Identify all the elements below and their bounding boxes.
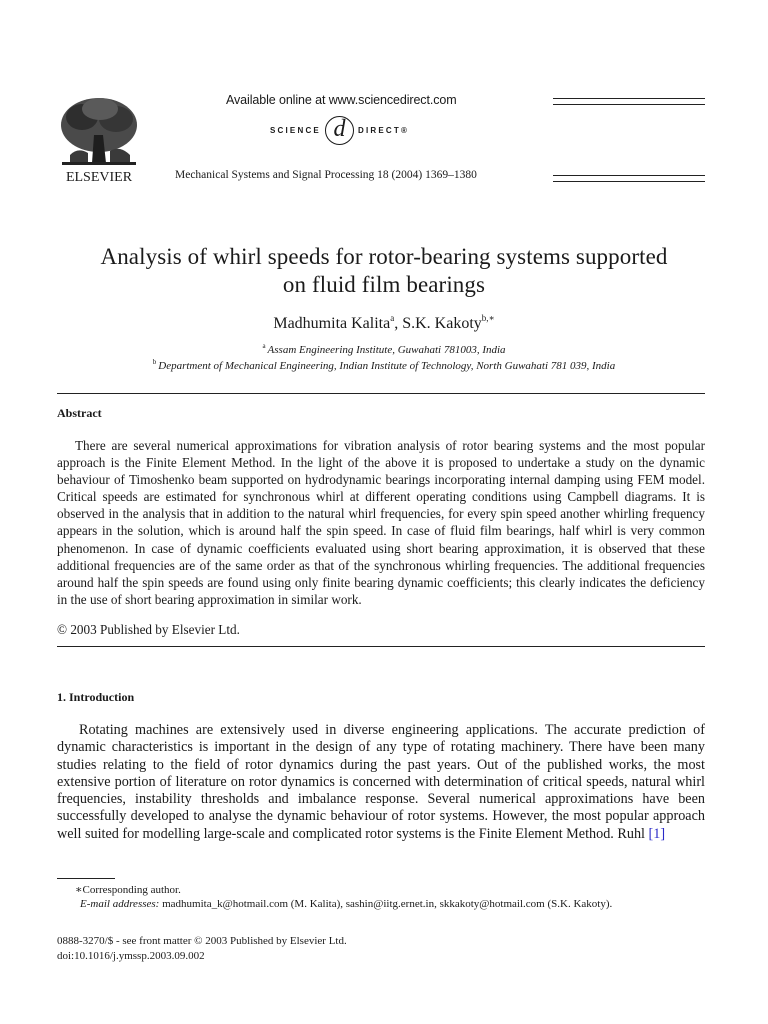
footnote-rule [57,878,115,879]
author-list [0,313,768,333]
author-separator: , [394,315,403,332]
affiliation-b [0,358,768,372]
affiliation-b-mark: b [152,358,157,366]
sciencedirect-logo [270,115,409,145]
author-1: Madhumita Kalita [273,315,391,332]
author-2: S.K. Kakoty [402,315,482,332]
abstract-top-rule [57,393,705,394]
doi: doi:10.1016/j.ymssp.2003.09.002 [57,950,205,962]
affiliation-a-mark: a [262,342,266,350]
direct-word: DIRECT® [357,125,410,135]
section-heading-introduction: 1. Introduction [57,690,135,704]
science-word: SCIENCE [270,125,321,135]
author-2-affiliation-mark: b,∗ [481,313,495,323]
title-line-1: Analysis of whirl speeds for rotor-bearing systems supported [100,244,668,269]
available-online-text: Available online at www.sciencedirect.com [226,93,457,107]
header-double-rule-top [553,98,705,105]
introduction-text: Rotating machines are extensively used in diverse engineering applications. The accurate prediction of dynamic characteristics is important in the design of any type of rotating machinery. There have been many studies relating to the field of rotor dynamics during the past years. Out of the published works, the most extensive portion of literature on rotor dynamics is concerned with determination of critical speeds, natural whirl frequencies, instability thresholds and imbalance response. Several numerical approximations have been successfully developed to analyse the dynamic behaviour of rotor systems. However, the most popular approach well suited for modelling large-scale and complicated rotor systems is the Finite Element Method. Ruhl [57,722,705,842]
email-label: E-mail addresses: [80,898,160,910]
issn-front-matter: 0888-3270/$ - see front matter © 2003 Published by Elsevier Ltd. [57,935,347,947]
abstract-heading: Abstract [57,406,102,420]
journal-citation: Mechanical Systems and Signal Processing 18 (2004) 1369–1380 [175,169,477,181]
author-1-affiliation-mark: a [390,313,395,323]
corresponding-author-note: ∗Corresponding author. [75,884,181,896]
affiliation-a-text: Assam Engineering Institute, Guwahati 781003, India [267,344,506,356]
affiliation-a [0,342,768,356]
abstract-bottom-rule [57,646,705,647]
article-title [0,243,768,299]
email-list: madhumita_k@hotmail.com (M. Kalita), sashin@iitg.ernet.in, skkakoty@hotmail.com (S.K. Kakoty). [159,898,613,910]
title-line-2: on fluid film bearings [282,272,486,297]
sciencedirect-mark-icon: d [325,116,354,145]
reference-link-1[interactable]: [1] [648,825,666,842]
publisher-name: ELSEVIER [65,170,133,185]
header-double-rule-bottom [553,175,705,182]
introduction-body [57,722,705,843]
abstract-copyright: © 2003 Published by Elsevier Ltd. [57,622,240,637]
abstract-body: There are several numerical approximations for vibration analysis of rotor bearing systems and the most popular approach is the Finite Element Method. In the light of the above it is proposed to undertake a study on the dynamic behaviour of Timoshenko beam supported on hydrodynamic bearings incorporating internal damping using FEM model. Critical speeds are estimated for synchronous whirl at different operating conditions using Campbell diagrams. It is observed in the analysis that in addition to the natural whirl frequencies, for every spin speed another whirling frequency appears in the solution, which is around half the spin speed. In case of fluid film bearings, half whirl is very common phenomenon. In case of dynamic coefficients evaluated using short bearing approximation, it is observed that these additional frequencies are of the same order as that of the synchronous whirling frequencies. The additional frequencies around half the spin speeds are found using only finite bearing dynamic coefficients; this clearly indicates the deficiency in the use of short bearing approximation in similar work. [57,438,705,607]
affiliation-b-text: Department of Mechanical Engineering, Indian Institute of Technology, North Guwahati 781 039, India [158,360,616,372]
elsevier-tree-logo [58,95,140,185]
email-addresses-note [80,898,612,910]
